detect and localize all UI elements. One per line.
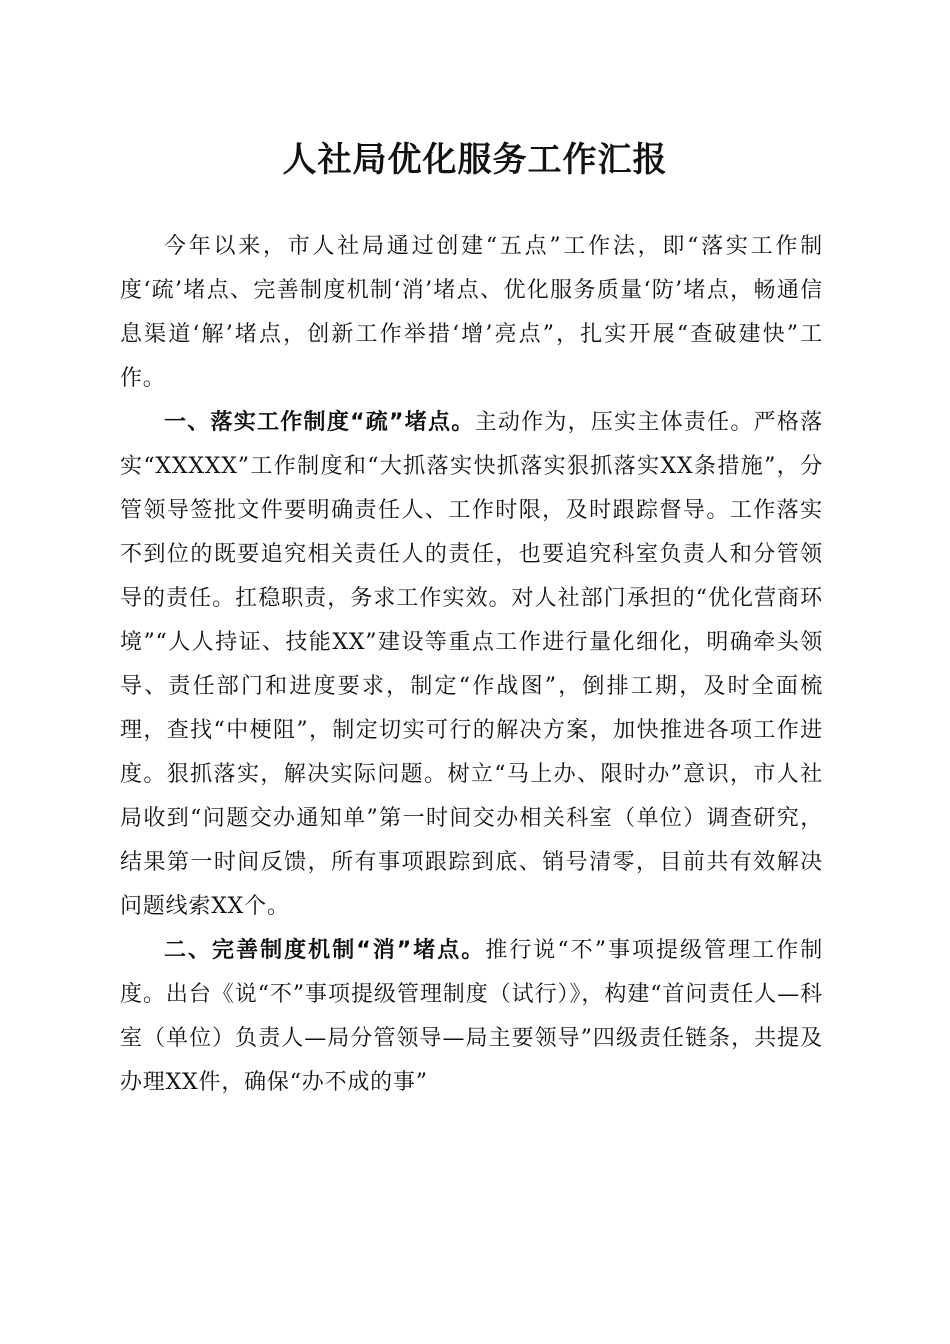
section-1-heading: 一、落实工作制度“疏”堵点。	[164, 410, 475, 435]
section-2-paragraph	[120, 929, 823, 1105]
intro-paragraph: 今年以来，市人社局通过创建“五点”工作法，即“落实工作制度‘疏’堵点、完善制度机制‘消’堵点、优化服务质量‘防’堵点，畅通信息渠道‘解’堵点，创新工作举措‘增’亮点”，扎实开展“查破建快”工作。	[120, 234, 823, 391]
section-2-text: 推行说“不”事项提级管理工作制度。出台《说“不”事项提级管理制度（试行）》，构建“首问责任人—科室（单位）负责人—局分管领导—局主要领导”四级责任链条，共提及办理XX件，确保“办不成的事”	[120, 938, 823, 1095]
section-1-text: 主动作为，压实主体责任。严格落实“XXXXX”工作制度和“大抓落实快抓落实狠抓落实XX条措施”，分管领导签批文件要明确责任人、工作时限，及时跟踪督导。工作落实不到位的既要追究相关责任人的责任，也要追究科室负责人和分管领导的责任。扛稳职责，务求工作实效。对人社部门承担的“优化营商环境”“人人持证、技能XX”建设等重点工作进行量化细化，明确牵头领导、责任部门和进度要求，制定“作战图”，倒排工期，及时全面梳理，查找“中梗阻”，制定切实可行的解决方案，加快推进各项工作进度。狠抓落实，解决实际问题。树立“马上办、限时办”意识，市人社局收到“问题交办通知单”第一时间交办相关科室（单位）调查研究，结果第一时间反馈，所有事项跟踪到底、销号清零，目前共有效解决问题线索XX个。	[120, 410, 823, 919]
document-body	[120, 225, 823, 1105]
section-2-heading: 二、完善制度机制“消”堵点。	[164, 938, 486, 963]
section-1-paragraph	[120, 401, 823, 929]
document-title: 人社局优化服务工作汇报	[282, 140, 668, 180]
